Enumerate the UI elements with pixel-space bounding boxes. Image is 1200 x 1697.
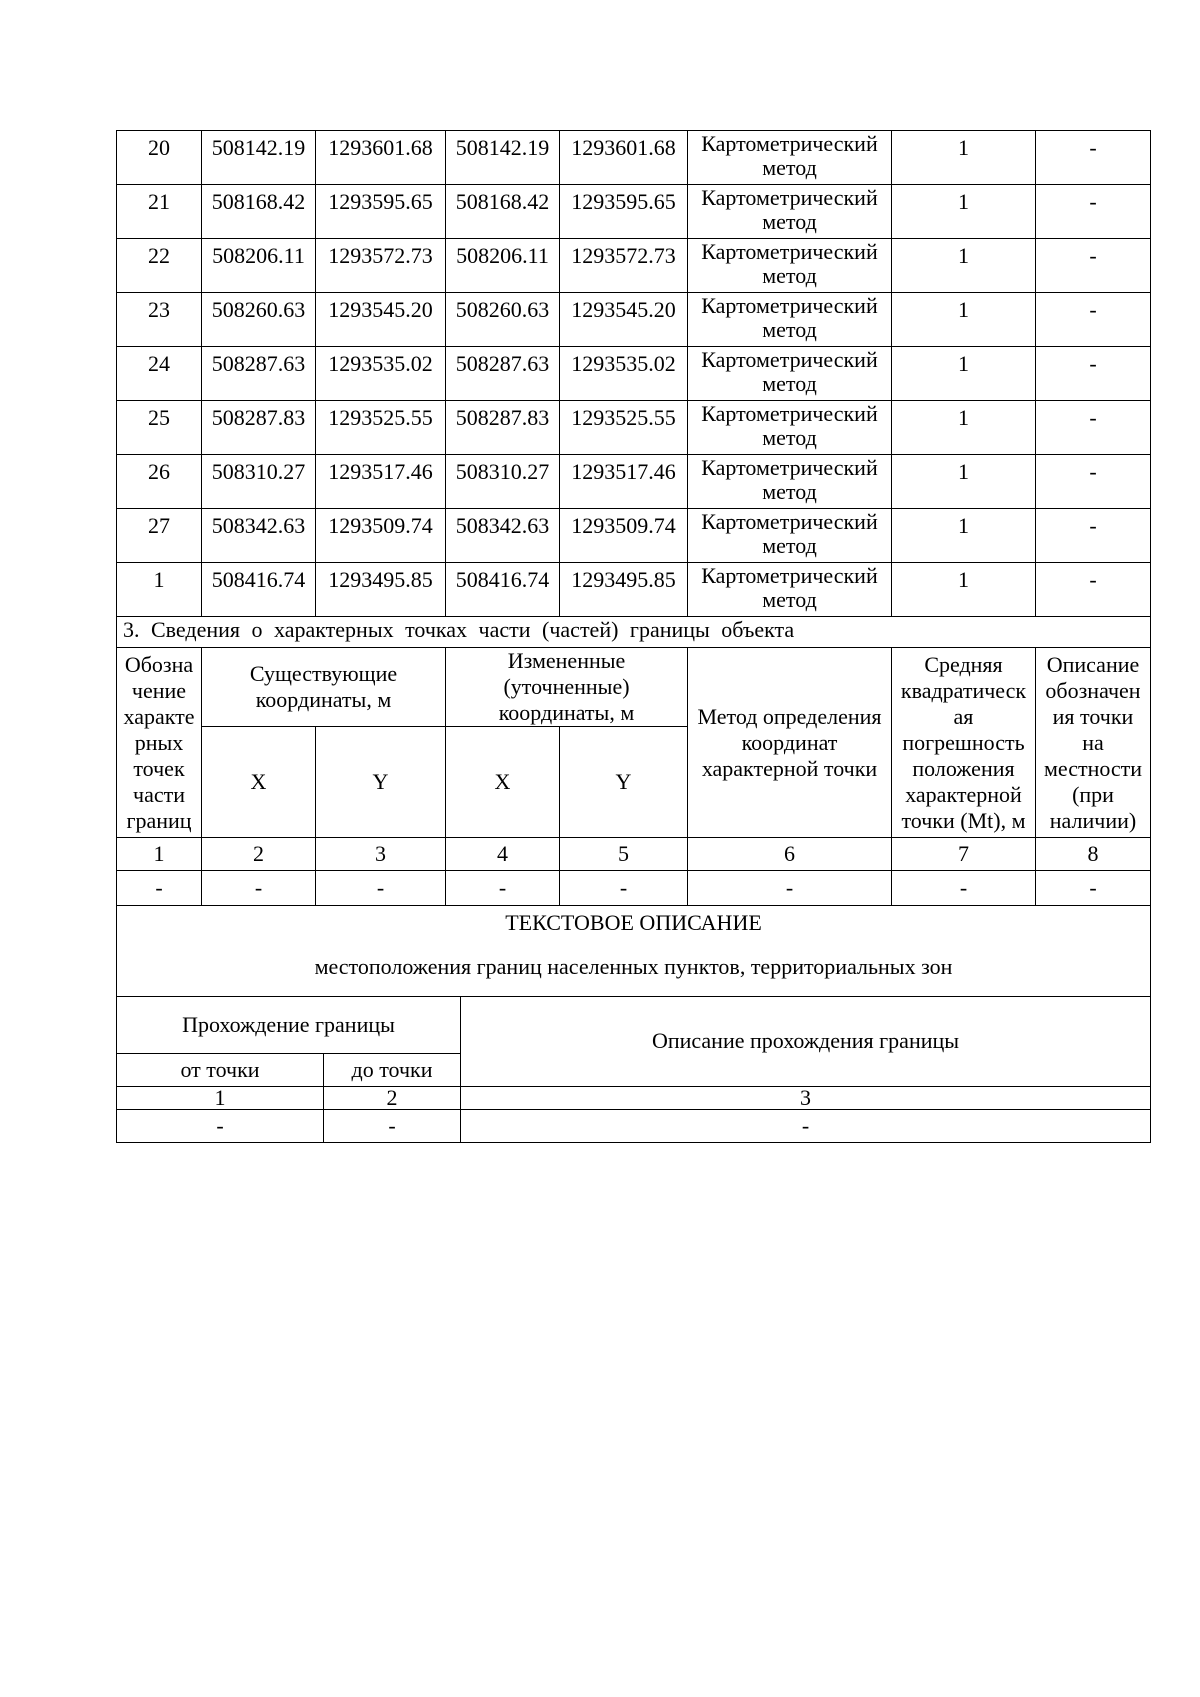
header-line: погрешность	[902, 729, 1025, 755]
mean-square-error: 1	[892, 401, 1036, 455]
point-number: 26	[117, 455, 202, 509]
header-existing-coordinates	[202, 648, 446, 727]
index-cell: 3	[461, 1086, 1151, 1109]
existing-x: 508310.27	[202, 455, 316, 509]
header-line: ия точки	[1052, 703, 1134, 729]
method-line: Картометрический	[701, 185, 878, 210]
index-cell: 4	[446, 838, 560, 871]
header-line: на	[1082, 729, 1104, 755]
method-line: Картометрический	[701, 401, 878, 426]
existing-x: 508168.42	[202, 185, 316, 239]
header-line: Описание	[1046, 651, 1140, 677]
changed-x: 508416.74	[446, 563, 560, 617]
header-line: Метод определения	[697, 703, 882, 729]
index-cell: 6	[688, 838, 892, 871]
method	[688, 131, 892, 185]
empty-cell: -	[202, 871, 316, 906]
point-number: 25	[117, 401, 202, 455]
existing-x: 508342.63	[202, 509, 316, 563]
point-number: 1	[117, 563, 202, 617]
method-line: метод	[762, 479, 817, 504]
changed-x: 508287.63	[446, 347, 560, 401]
point-description: -	[1036, 509, 1151, 563]
header-line: рных	[134, 729, 184, 755]
point-description: -	[1036, 131, 1151, 185]
point-row	[117, 239, 1151, 293]
method-line: Картометрический	[701, 131, 878, 156]
index-cell: 2	[202, 838, 316, 871]
header-existing-x: X	[202, 727, 316, 838]
index-cell: 5	[560, 838, 688, 871]
header-line: координат	[741, 729, 838, 755]
point-number: 20	[117, 131, 202, 185]
existing-y: 1293525.55	[316, 401, 446, 455]
point-row	[117, 131, 1151, 185]
header-to-point: до точки	[324, 1053, 461, 1086]
header-changed-x: X	[446, 727, 560, 838]
section-3-index-row	[117, 838, 1151, 871]
header-method	[688, 648, 892, 838]
point-row	[117, 293, 1151, 347]
changed-y: 1293535.02	[560, 347, 688, 401]
empty-cell: -	[324, 1109, 461, 1142]
point-row	[117, 455, 1151, 509]
section-3-title: 3. Сведения о характерных точках части (частей) границы объекта	[117, 617, 1151, 648]
method-line: метод	[762, 209, 817, 234]
method	[688, 401, 892, 455]
empty-cell: -	[688, 871, 892, 906]
existing-y: 1293572.73	[316, 239, 446, 293]
point-description: -	[1036, 293, 1151, 347]
header-changed-coordinates	[446, 648, 688, 727]
point-row	[117, 185, 1151, 239]
point-number: 22	[117, 239, 202, 293]
text-description-heading	[117, 905, 1151, 996]
mean-square-error: 1	[892, 185, 1036, 239]
existing-x: 508287.63	[202, 347, 316, 401]
point-description: -	[1036, 347, 1151, 401]
point-number: 24	[117, 347, 202, 401]
changed-y: 1293495.85	[560, 563, 688, 617]
changed-x: 508287.83	[446, 401, 560, 455]
method-line: Картометрический	[701, 239, 878, 264]
empty-cell: -	[117, 871, 202, 906]
header-line: (при	[1072, 781, 1114, 807]
method-line: метод	[762, 317, 817, 342]
empty-cell: -	[446, 871, 560, 906]
existing-y: 1293601.68	[316, 131, 446, 185]
header-line: чение	[131, 677, 187, 703]
mean-square-error: 1	[892, 131, 1036, 185]
empty-cell: -	[892, 871, 1036, 906]
text-description-title: ТЕКСТОВОЕ ОПИСАНИЕ	[505, 909, 762, 935]
header-line: характерной точки	[701, 755, 878, 781]
method-line: метод	[762, 371, 817, 396]
point-row	[117, 347, 1151, 401]
point-number: 23	[117, 293, 202, 347]
header-line: положения	[912, 755, 1015, 781]
point-row	[117, 401, 1151, 455]
method-line: метод	[762, 587, 817, 612]
method	[688, 455, 892, 509]
header-line: границ	[126, 807, 192, 833]
empty-cell: -	[1036, 871, 1151, 906]
empty-cell: -	[461, 1109, 1151, 1142]
boundary-points-table	[116, 130, 1151, 906]
index-cell: 2	[324, 1086, 461, 1109]
changed-y: 1293595.65	[560, 185, 688, 239]
mean-square-error: 1	[892, 455, 1036, 509]
header-line: координаты, м	[498, 700, 635, 725]
point-description: -	[1036, 239, 1151, 293]
existing-x: 508206.11	[202, 239, 316, 293]
header-from-point: от точки	[117, 1053, 324, 1086]
header-changed-y: Y	[560, 727, 688, 838]
header-point-description	[1036, 648, 1151, 838]
index-cell: 1	[117, 1086, 324, 1109]
method-line: Картометрический	[701, 455, 878, 480]
changed-y: 1293509.74	[560, 509, 688, 563]
header-line: Измененные	[507, 648, 626, 673]
points-body	[117, 131, 1151, 617]
point-number: 27	[117, 509, 202, 563]
header-existing-y: Y	[316, 727, 446, 838]
empty-cell: -	[560, 871, 688, 906]
changed-x: 508206.11	[446, 239, 560, 293]
method	[688, 347, 892, 401]
point-row	[117, 509, 1151, 563]
point-number: 21	[117, 185, 202, 239]
point-row	[117, 563, 1151, 617]
changed-x: 508142.19	[446, 131, 560, 185]
header-line: характе	[123, 703, 195, 729]
method	[688, 185, 892, 239]
method-line: Картометрический	[701, 509, 878, 534]
method-line: Картометрический	[701, 563, 878, 588]
existing-y: 1293517.46	[316, 455, 446, 509]
header-line: точек	[133, 755, 185, 781]
method-line: метод	[762, 263, 817, 288]
header-line: обозначен	[1045, 677, 1141, 703]
method-line: метод	[762, 533, 817, 558]
header-line: координаты, м	[255, 687, 392, 712]
section-3-empty-row	[117, 871, 1151, 906]
existing-x: 508287.83	[202, 401, 316, 455]
header-line: точки (Mt), м	[901, 807, 1026, 833]
mean-square-error: 1	[892, 293, 1036, 347]
header-line: Существующие	[249, 661, 398, 686]
existing-y: 1293495.85	[316, 563, 446, 617]
method-line: метод	[762, 425, 817, 450]
mean-square-error: 1	[892, 239, 1036, 293]
empty-cell: -	[316, 871, 446, 906]
changed-y: 1293601.68	[560, 131, 688, 185]
point-description: -	[1036, 455, 1151, 509]
existing-x: 508260.63	[202, 293, 316, 347]
header-line: наличии)	[1049, 807, 1137, 833]
text-description-subtitle: местоположения границ населенных пунктов, территориальных зон	[314, 953, 953, 979]
existing-y: 1293595.65	[316, 185, 446, 239]
changed-x: 508310.27	[446, 455, 560, 509]
changed-y: 1293572.73	[560, 239, 688, 293]
method-line: Картометрический	[701, 293, 878, 318]
changed-x: 508168.42	[446, 185, 560, 239]
changed-y: 1293545.20	[560, 293, 688, 347]
method-line: метод	[762, 155, 817, 180]
header-line: характерной	[905, 781, 1022, 807]
mean-square-error: 1	[892, 563, 1036, 617]
header-line: Обозна	[124, 651, 194, 677]
empty-cell: -	[117, 1109, 324, 1142]
header-point-designation	[117, 648, 202, 838]
method	[688, 509, 892, 563]
existing-y: 1293545.20	[316, 293, 446, 347]
header-line: части	[133, 781, 185, 807]
changed-y: 1293525.55	[560, 401, 688, 455]
header-passage-description: Описание прохождения границы	[461, 996, 1151, 1086]
existing-y: 1293509.74	[316, 509, 446, 563]
existing-x: 508416.74	[202, 563, 316, 617]
point-description: -	[1036, 185, 1151, 239]
changed-x: 508260.63	[446, 293, 560, 347]
text-description-table	[116, 905, 1151, 1143]
header-line: (уточненные)	[503, 674, 630, 699]
point-description: -	[1036, 563, 1151, 617]
changed-x: 508342.63	[446, 509, 560, 563]
method-line: Картометрический	[701, 347, 878, 372]
header-line: Средняя	[924, 651, 1003, 677]
existing-y: 1293535.02	[316, 347, 446, 401]
header-line: квадратическ	[900, 677, 1027, 703]
index-cell: 3	[316, 838, 446, 871]
mean-square-error: 1	[892, 509, 1036, 563]
method	[688, 293, 892, 347]
mean-square-error: 1	[892, 347, 1036, 401]
header-line: местности	[1043, 755, 1143, 781]
changed-y: 1293517.46	[560, 455, 688, 509]
header-line: ая	[953, 703, 974, 729]
method	[688, 239, 892, 293]
header-mean-square-error	[892, 648, 1036, 838]
point-description: -	[1036, 401, 1151, 455]
index-cell: 8	[1036, 838, 1151, 871]
existing-x: 508142.19	[202, 131, 316, 185]
index-cell: 7	[892, 838, 1036, 871]
document-page	[116, 130, 1150, 1143]
method	[688, 563, 892, 617]
index-cell: 1	[117, 838, 202, 871]
header-boundary-passage: Прохождение границы	[117, 996, 461, 1053]
